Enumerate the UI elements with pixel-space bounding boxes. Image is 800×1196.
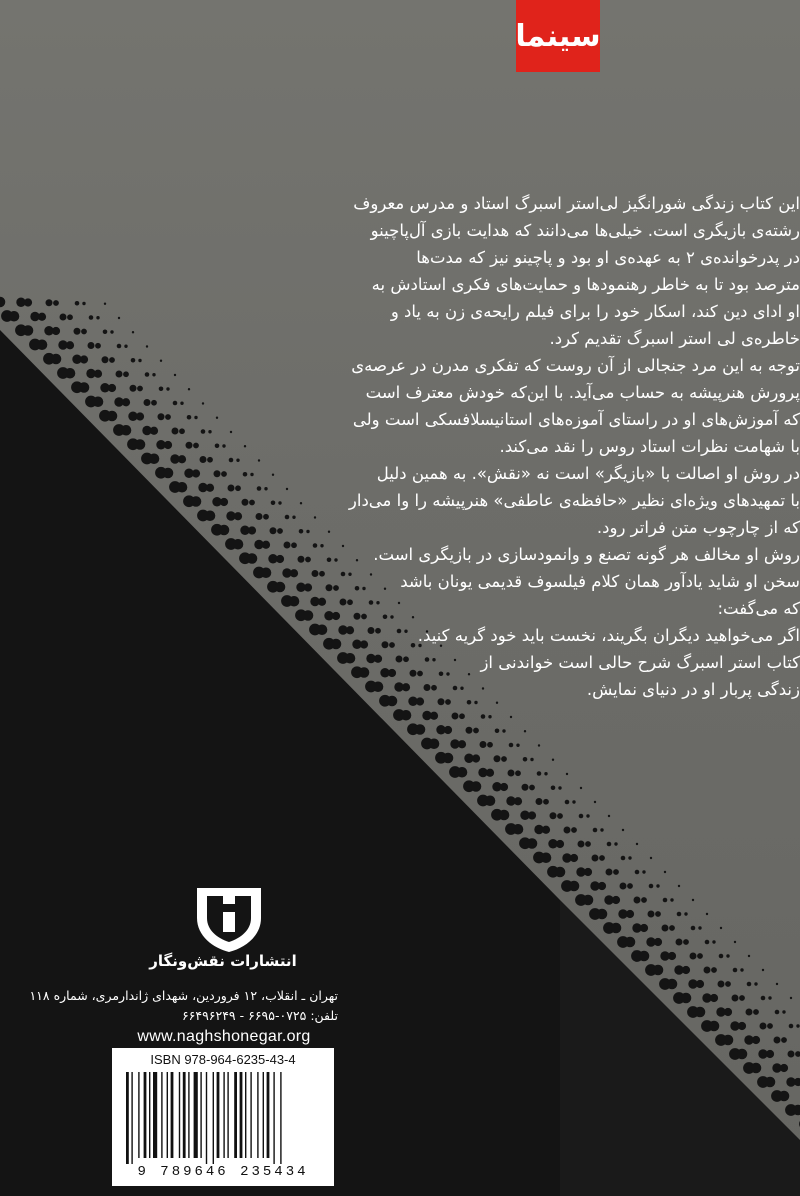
halftone-dot [691,926,696,931]
halftone-dot [738,1022,746,1030]
synopsis-line: سخن او شاید یادآور همان کلام فیلسوف قدیمی یونان باشد [400,572,800,591]
halftone-dot [732,995,739,1002]
halftone-dot [677,912,682,917]
halftone-dot [656,884,659,887]
halftone-dot [486,769,494,777]
halftone-dot [710,994,718,1002]
barcode-bar [263,1072,264,1158]
halftone-dot [653,965,664,976]
halftone-dot [51,354,62,365]
halftone-dot [499,810,510,821]
halftone-dot [0,297,5,308]
halftone-dot [580,787,582,789]
halftone-dot [541,852,552,863]
halftone-dot [529,785,535,791]
halftone-dot [782,1010,785,1013]
halftone-dot [572,800,575,803]
halftone-dot [681,993,692,1004]
halftone-dot [487,742,493,748]
halftone-dot [564,827,571,834]
halftone-dot [607,842,612,847]
halftone-dot [625,937,636,948]
barcode-bar [161,1072,162,1158]
halftone-dot [488,715,491,718]
website-link[interactable]: www.naghshonegar.org [137,1028,311,1045]
halftone-dot [500,783,508,791]
halftone-dot [565,800,570,805]
halftone-dot [696,980,704,988]
halftone-dot [655,911,661,917]
halftone-dot [621,856,626,861]
synopsis-line: در پدرخوانده‌ی ۲ به عهده‌ی او بود و پاچینو نیز که مدت‌ها [416,248,800,267]
barcode-digits: 9 789646 235434 [137,1164,309,1180]
halftone-dot [501,756,507,762]
halftone-dot [761,996,766,1001]
halftone-dot [516,744,519,747]
halftone-dot [669,925,675,931]
halftone-dot [443,753,454,764]
barcode-bar [280,1072,281,1164]
halftone-dot [795,1051,800,1057]
halftone-dot [606,869,613,876]
halftone-dot [747,982,752,987]
halftone-dot [746,1009,753,1016]
address-line: تهران ـ انقلاب، ۱۲ فروردین، شهدای ژاندارمری، شماره ۱۱۸ [29,988,338,1003]
halftone-dot [536,798,543,805]
phone-line: تلفن: ۰۷۲۵-۶۶۹۵ - ۶۶۴۹۶۲۴۹ [181,1008,338,1023]
halftone-dot [429,738,440,749]
halftone-dot [733,968,738,973]
synopsis-line: مترصد بود تا به خاطر رهنمودها و حمایت‌های فکری استادش به [371,275,800,294]
halftone-dot [739,995,745,1001]
halftone-dot [676,939,683,946]
halftone-dot [457,767,468,778]
halftone-dot [704,967,711,974]
barcode-bar [250,1072,251,1158]
halftone-dot [585,841,591,847]
halftone-dot [24,298,32,306]
halftone-dot [530,758,533,761]
halftone-dot [471,781,482,792]
halftone-dot [790,997,792,999]
halftone-dot [401,710,412,721]
halftone-dot [748,955,750,957]
halftone-dot [415,724,426,735]
halftone-dot [682,966,690,974]
halftone-dot [592,855,599,862]
halftone-dot [724,1008,732,1016]
halftone-dot [557,813,563,819]
synopsis-line: پرورش هنرپیشه به حساب می‌آید. با این‌که خودش معترف است [365,383,800,402]
halftone-dot [622,829,624,831]
halftone-dot [719,954,724,959]
halftone-dot [611,923,622,934]
barcode-bar [131,1072,132,1164]
halftone-dot [570,854,578,862]
halftone-dot [430,712,438,720]
halftone-dot [612,896,620,904]
halftone-dot [579,814,584,819]
halftone-dot [626,910,634,918]
halftone-dot [725,981,731,987]
halftone-dot [683,939,689,945]
halftone-dot [654,938,662,946]
halftone-dot [649,884,654,889]
halftone-dot [678,885,680,887]
halftone-dot [648,911,655,918]
halftone-dot [775,1010,780,1015]
halftone-dot [584,868,592,876]
halftone-dot [766,1050,774,1058]
halftone-dot [444,726,452,734]
synopsis-line: که از چارچوب متن فراتر رود. [596,518,800,537]
barcode-bar [273,1072,274,1164]
synopsis-line: اگر می‌خواهید دیگران بگریند، نخست باید خود گریه کنید. [417,626,800,645]
halftone-dot [780,1064,788,1072]
category-badge: سینما [516,0,600,72]
halftone-dot [789,1024,794,1029]
halftone-dot [636,843,638,845]
halftone-dot [9,311,20,322]
synopsis-line: که می‌گفت: [717,599,800,618]
halftone-dot [60,314,67,321]
barcode-bar [149,1072,150,1158]
halftone-dot [720,927,722,929]
halftone-dot [650,857,652,859]
halftone-dot [697,953,703,959]
barcode-bar [144,1072,147,1158]
halftone-dot [723,1035,734,1046]
halftone-dot [550,812,557,819]
synopsis-line: زندگی پربار او در دنیای نمایش. [586,680,800,699]
barcode-bar [183,1072,186,1158]
halftone-dot [709,1021,720,1032]
barcode-bar [240,1072,243,1158]
synopsis-line: خاطره‌ی لی استر اسبرگ تقدیم کرد. [549,329,800,348]
barcode-bar [257,1072,258,1158]
barcode-bar [206,1072,207,1164]
halftone-dot [734,941,736,943]
halftone-dot [781,1037,787,1043]
halftone-dot [537,771,542,776]
halftone-dot [698,926,701,929]
halftone-dot [598,882,606,890]
halftone-dot [641,897,647,903]
halftone-dot [726,954,729,957]
halftone-dot [767,1023,773,1029]
halftone-dot [543,799,549,805]
synopsis-line: در روش او اصالت با «بازیگر» است نه «نقش». به همین دلیل [376,464,800,483]
barcode-bar [188,1072,189,1158]
barcode-bar [126,1072,129,1164]
halftone-dot [662,925,669,932]
halftone-dot [667,979,678,990]
publisher-logo-icon [193,882,265,954]
halftone-dot [37,339,48,350]
halftone-dot [765,1077,776,1088]
halftone-dot [459,713,465,719]
halftone-dot [627,883,633,889]
halftone-dot [668,952,676,960]
halftone-dot [620,883,627,890]
halftone-dot [754,982,757,985]
barcode-bar [153,1072,157,1158]
barcode-bar [171,1072,174,1158]
halftone-dot [794,1078,800,1086]
halftone-dot [538,744,540,746]
synopsis-line: با شهامت نظرات استاد روس را نقد می‌کند. [499,437,800,456]
halftone-dot [452,713,459,720]
halftone-dot [578,841,585,848]
halftone-dot [740,968,743,971]
halftone-dot [571,827,577,833]
synopsis-line: با تمهیدهای ویژه‌ای نظیر «حافظه‌ی عاطفی» هنرپیشه را وا می‌دار [348,491,800,510]
halftone-dot [523,757,528,762]
halftone-dot [527,838,538,849]
halftone-dot [583,895,594,906]
barcode-icon [122,1072,324,1164]
barcode-bar [167,1072,168,1158]
halftone-dot [639,951,650,962]
halftone-dot [737,1049,748,1060]
halftone-dot [593,828,598,833]
halftone-dot [614,842,617,845]
halftone-dot [485,795,496,806]
halftone-dot [597,909,608,920]
halftone-dot [558,786,561,789]
halftone-dot [494,755,501,762]
halftone-dot [663,898,668,903]
halftone-dot [670,898,673,901]
halftone-dot [510,716,512,718]
halftone-dot [635,870,640,875]
halftone-dot [514,797,522,805]
halftone-dot [664,871,666,873]
synopsis-line: روش او مخالف هر گونه تصنع و وانمودسازی در بازیگری است. [373,545,800,564]
halftone-dot [695,1007,706,1018]
synopsis-line: او ادای دین کند، اسکار خود را برای فیلم رایحه‌ی زن به یاد و [390,302,800,321]
barcode-bar [267,1072,270,1158]
halftone-dot [522,784,529,791]
halftone-dot [480,741,487,748]
halftone-dot [552,759,554,761]
synopsis-text [72,190,800,703]
halftone-dot [586,814,589,817]
halftone-dot [762,969,764,971]
halftone-dot [796,1024,799,1027]
isbn-label: ISBN 978-964-6235-43-4 [150,1052,296,1067]
halftone-dot [788,1051,795,1058]
halftone-dot [53,300,59,306]
halftone-dot [466,727,473,734]
halftone-dot [495,728,500,733]
halftone-dot [690,953,697,960]
halftone-dot [556,840,564,848]
barcode-bar [200,1072,201,1158]
halftone-dot [608,815,610,817]
barcode-bar [217,1072,220,1158]
halftone-dot [760,1023,767,1030]
halftone-dot [515,770,521,776]
halftone-dot [684,912,687,915]
halftone-dot [38,313,46,321]
halftone-dot [52,327,60,335]
halftone-dot [712,940,715,943]
halftone-dot [599,855,605,861]
halftone-dot [768,996,771,999]
halftone-dot [555,867,566,878]
barcode-bar [179,1072,180,1158]
synopsis-line: که آموزش‌های او در راستای آموزه‌های استانیسلافسکی است ولی [352,410,800,429]
halftone-dot [692,899,694,901]
synopsis-line: رشته‌ی بازیگری است. خیلی‌ها می‌دانند که هدایت بازی آل‌پاچینو [370,221,800,240]
synopsis-line: این کتاب زندگی شورانگیز لی‌استر اسبرگ استاد و مدرس معروف [353,194,800,213]
halftone-dot [718,981,725,988]
halftone-dot [524,730,526,732]
halftone-dot [634,897,641,904]
barcode-bar [138,1072,139,1158]
halftone-dot [509,743,514,748]
halftone-dot [481,714,486,719]
halftone-dot [458,740,466,748]
halftone-dot [569,881,580,892]
halftone-dot [774,1037,781,1044]
halftone-dot [472,754,480,762]
barcode-box [112,1048,334,1186]
halftone-dot [542,826,550,834]
halftone-dot [711,967,717,973]
halftone-dot [753,1009,759,1015]
halftone-dot [508,770,515,777]
barcode-bar [245,1072,246,1158]
halftone-dot [513,824,524,835]
halftone-dot [23,325,34,336]
halftone-dot [779,1091,790,1102]
halftone-dot [600,828,603,831]
halftone-dot [46,299,53,306]
barcode-bar [234,1072,237,1158]
halftone-dot [566,773,568,775]
barcode-bar [227,1072,228,1158]
halftone-dot [640,924,648,932]
publisher-name: انتشارات نقش‌ونگار [149,952,297,970]
halftone-dot [752,1036,760,1044]
barcode-bar [223,1072,224,1158]
halftone-dot [776,983,778,985]
halftone-dot [544,772,547,775]
halftone-dot [551,785,556,790]
halftone-dot [705,940,710,945]
barcode-bar [213,1072,214,1164]
synopsis-line: کتاب استر اسبرگ شرح حالی است خواندنی از [480,653,800,672]
halftone-dot [502,729,505,732]
halftone-dot [642,870,645,873]
halftone-dot [628,856,631,859]
publisher-address [29,986,338,1026]
synopsis-line: توجه به این مرد جنجالی از آن روست که تفکری مدرن در عرصه‌ی [351,356,800,375]
halftone-dot [613,869,619,875]
barcode-bar [194,1072,198,1158]
halftone-dot [751,1063,762,1074]
halftone-dot [594,801,596,803]
halftone-dot [528,811,536,819]
halftone-dot [473,728,479,734]
halftone-dot [706,913,708,915]
